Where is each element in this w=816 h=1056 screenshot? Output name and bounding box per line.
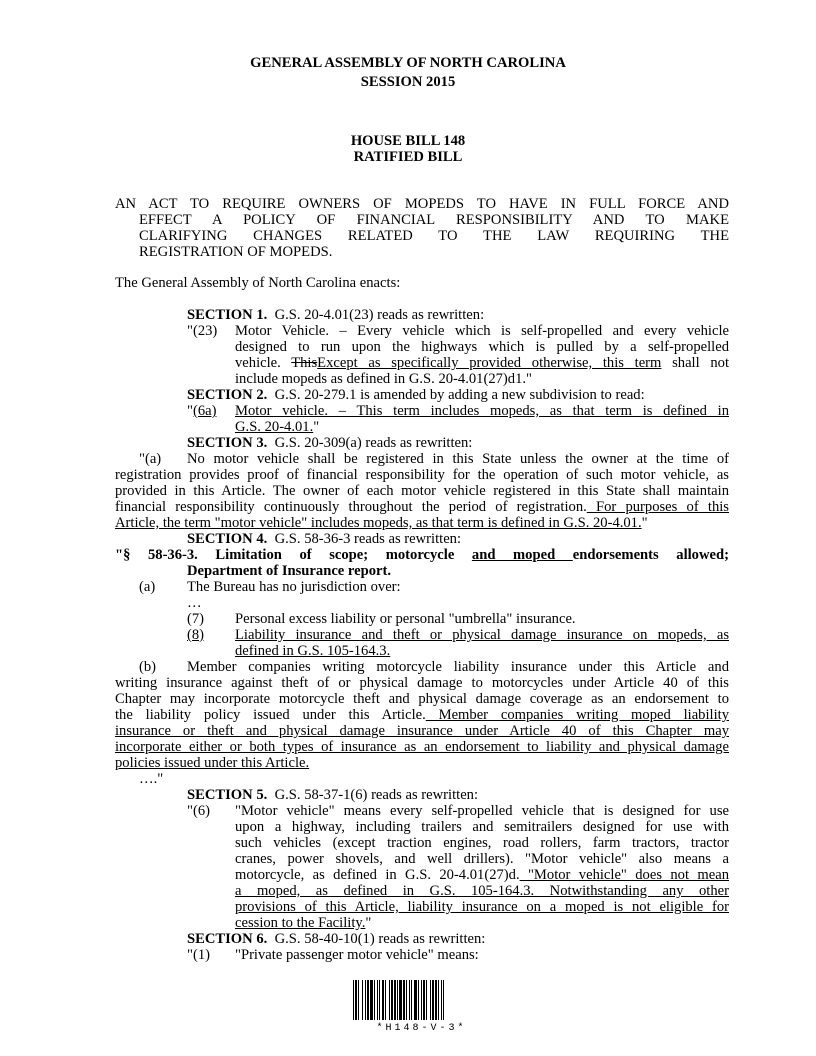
s4-b-line-6: incorporate either or both types of insurance as an endorsement to liability and physical damage bbox=[115, 739, 729, 755]
inserted-text: Except as specifically provided otherwise, this term bbox=[317, 355, 662, 371]
title-line-1: AN ACT TO REQUIRE OWNERS OF MOPEDS TO HAVE IN FULL FORCE AND bbox=[115, 196, 729, 212]
s4-b-line-2: writing insurance against theft of or physical damage to motorcycles under Article 40 of this bbox=[115, 675, 729, 691]
s3-line-2: registration provides proof of financial responsibility for the operation of such motor vehicle, as bbox=[115, 467, 729, 483]
s5-item-label: "(6) bbox=[187, 803, 210, 819]
s5-line-1: "Motor vehicle" means every self-propelled vehicle that is designed for use bbox=[235, 803, 729, 819]
section-4-heading bbox=[187, 531, 461, 547]
s4-item-7-label: (7) bbox=[187, 611, 205, 627]
section-2-text: G.S. 20-279.1 is amended by adding a new subdivision to read: bbox=[274, 387, 645, 403]
s1-line-2: designed to run upon the highways which is pulled by a self-propelled bbox=[235, 339, 729, 355]
s3-line-1: No motor vehicle shall be registered in this State unless the owner at the time of bbox=[187, 451, 729, 467]
s3-item-label: "(a) bbox=[139, 451, 162, 467]
s3-line-4: financial responsibility continuously throughout the period of registration. For purposes of this bbox=[115, 499, 729, 515]
section-6-text: G.S. 58-40-10(1) reads as rewritten: bbox=[274, 931, 486, 947]
barcode-text: *H148-V-3* bbox=[376, 1023, 467, 1034]
section-6-label: SECTION 6. bbox=[187, 931, 268, 947]
s1-line-3: vehicle. ThisExcept as specifically provided otherwise, this term shall not bbox=[235, 355, 729, 371]
enacting-clause: The General Assembly of North Carolina enacts: bbox=[115, 275, 401, 291]
section-3-label: SECTION 3. bbox=[187, 435, 268, 451]
s4-b-line-5: insurance or theft and physical damage insurance under Article 40 of this Chapter may bbox=[115, 723, 729, 739]
section-2-heading bbox=[187, 387, 645, 403]
s4-ellipsis: … bbox=[187, 595, 202, 611]
s4-a-label: (a) bbox=[139, 579, 156, 595]
s4-a-text: The Bureau has no jurisdiction over: bbox=[187, 579, 401, 595]
section-1-label: SECTION 1. bbox=[187, 307, 268, 323]
s4-end-ellipsis: …." bbox=[139, 771, 164, 787]
s4-b-line-3: Chapter may incorporate motorcycle theft and physical damage coverage as an endorsement to bbox=[115, 691, 729, 707]
s5-line-4: cranes, power shovels, and well drillers). "Motor vehicle" also means a bbox=[235, 851, 729, 867]
s2-line-2: G.S. 20-4.01." bbox=[235, 419, 320, 435]
s4-catchline-2: Department of Insurance report. bbox=[187, 563, 392, 579]
section-4-label: SECTION 4. bbox=[187, 531, 268, 547]
section-5-label: SECTION 5. bbox=[187, 787, 268, 803]
s2-item-label: "(6a) bbox=[187, 403, 217, 419]
title-line-4: REGISTRATION OF MOPEDS. bbox=[139, 244, 333, 260]
section-6-heading bbox=[187, 931, 485, 947]
section-2-label: SECTION 2. bbox=[187, 387, 268, 403]
struck-text: This bbox=[291, 355, 318, 371]
s6-line-1: "Private passenger motor vehicle" means: bbox=[235, 947, 479, 963]
section-1-text: G.S. 20-4.01(23) reads as rewritten: bbox=[274, 307, 485, 323]
s2-line-1: Motor vehicle. – This term includes mopeds, as that term is defined in bbox=[235, 403, 729, 419]
bill-status: RATIFIED BILL bbox=[353, 149, 463, 165]
section-1-heading bbox=[187, 307, 484, 323]
section-3-text: G.S. 20-309(a) reads as rewritten: bbox=[274, 435, 473, 451]
section-5-text: G.S. 58-37-1(6) reads as rewritten: bbox=[274, 787, 479, 803]
bill-number: HOUSE BILL 148 bbox=[350, 133, 466, 149]
inserted-text: Member companies writing moped liability bbox=[425, 707, 729, 723]
assembly-heading: GENERAL ASSEMBLY OF NORTH CAROLINA bbox=[250, 55, 566, 71]
s4-item-8-label: (8) bbox=[187, 627, 205, 643]
s4-b-line-4: the liability policy issued under this Article. Member companies writing moped liability bbox=[115, 707, 729, 723]
s4-item-8-line-2: defined in G.S. 105-164.3. bbox=[235, 643, 391, 659]
section-3-heading bbox=[187, 435, 472, 451]
s1-line-4: include mopeds as defined in G.S. 20-4.01(27)d1." bbox=[235, 371, 532, 387]
s4-b-line-1: Member companies writing motorcycle liability insurance under this Article and bbox=[187, 659, 729, 675]
s1-line-1: Motor Vehicle. – Every vehicle which is self-propelled and every vehicle bbox=[235, 323, 729, 339]
s4-catchline: "§ 58-36-3. Limitation of scope; motorcycle and moped endorsements allowed; bbox=[115, 547, 729, 563]
s3-line-3: provided in this Article. The owner of each motor vehicle registered in this State shall maintain bbox=[115, 483, 729, 499]
title-line-3: CLARIFYING CHANGES RELATED TO THE LAW REQUIRING THE bbox=[139, 228, 729, 244]
s4-item-8-line-1: Liability insurance and theft or physical damage insurance on mopeds, as bbox=[235, 627, 729, 643]
s5-line-5: motorcycle, as defined in G.S. 20-4.01(27)d. "Motor vehicle" does not mean bbox=[235, 867, 729, 883]
s3-line-5: Article, the term "motor vehicle" includes mopeds, as that term is defined in G.S. 20-4.01." bbox=[115, 515, 648, 531]
barcode-image bbox=[353, 980, 490, 1020]
s4-b-label: (b) bbox=[139, 659, 157, 675]
session-heading: SESSION 2015 bbox=[360, 74, 456, 90]
s4-b-line-7: policies issued under this Article. bbox=[115, 755, 310, 771]
s5-line-3: such vehicles (except traction engines, road rollers, farm tractors, tractor bbox=[235, 835, 729, 851]
s1-item-label: "(23) bbox=[187, 323, 218, 339]
inserted-text: Article, the term "motor vehicle" includes mopeds, as that term is defined in G.S. 20-4.01. bbox=[115, 515, 642, 531]
title-line-2: EFFECT A POLICY OF FINANCIAL RESPONSIBILITY AND TO MAKE bbox=[139, 212, 729, 228]
inserted-text: For purposes of this bbox=[586, 499, 729, 515]
s6-item-label: "(1) bbox=[187, 947, 210, 963]
section-5-heading bbox=[187, 787, 478, 803]
s5-line-2: upon a highway, including trailers and semitrailers designed for use with bbox=[235, 819, 729, 835]
section-4-text: G.S. 58-36-3 reads as rewritten: bbox=[274, 531, 462, 547]
s4-item-7-text: Personal excess liability or personal "umbrella" insurance. bbox=[235, 611, 576, 627]
inserted-text: "Motor vehicle" does not mean bbox=[519, 867, 729, 883]
s5-line-7: provisions of this Article, liability insurance on a moped is not eligible for bbox=[235, 899, 729, 915]
s5-line-6: a moped, as defined in G.S. 105-164.3. Notwithstanding any other bbox=[235, 883, 729, 899]
s5-line-8: cession to the Facility." bbox=[235, 915, 372, 931]
